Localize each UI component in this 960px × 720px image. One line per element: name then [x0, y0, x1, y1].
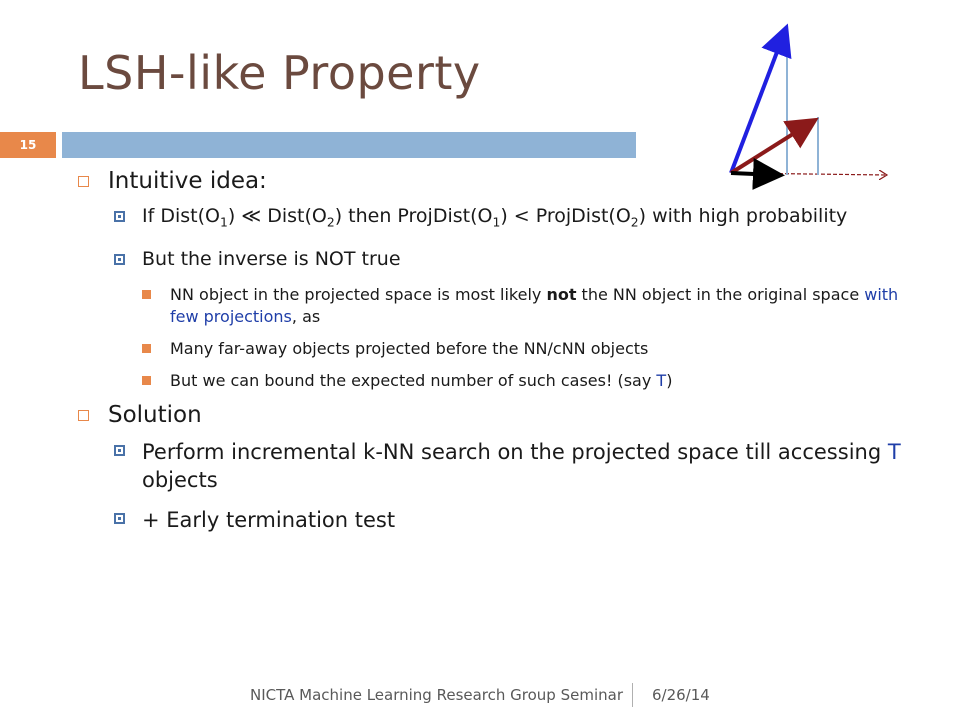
slide-content: [78, 168, 918, 546]
bullet-dist-condition: If $Dist(O_1)$ ≪ $Dist(O_2)$ then $ProjDist(O_1)$ < $ProjDist(O_2)$ with high probability: [114, 204, 918, 235]
bullet-perform-search: Perform incremental k-NN search on the projected space till accessing T objects: [114, 438, 918, 494]
title-underline-bar: [62, 132, 636, 158]
bullet-bound: But we can bound the expected number of such cases! (say T): [142, 370, 918, 392]
bullet-intuitive-idea: Intuitive idea:: [78, 168, 918, 194]
bullet-early-termination: + Early termination test: [114, 506, 918, 534]
square-bullet-icon: [114, 513, 125, 524]
projection-vector-diagram: [715, 15, 905, 190]
bullet-nn-object: NN object in the projected space is most likely not the NN object in the original space with few projections, as: [142, 284, 918, 328]
footer-date: 6/26/14: [652, 686, 710, 704]
square-bullet-icon: [114, 211, 125, 222]
filled-square-bullet-icon: [142, 344, 151, 353]
filled-square-bullet-icon: [142, 376, 151, 385]
vector-o2-blue: [731, 31, 785, 173]
filled-square-bullet-icon: [142, 290, 151, 299]
square-bullet-icon: [114, 254, 125, 265]
footer-seminar-name: NICTA Machine Learning Research Group Seminar: [250, 686, 623, 704]
bullet-inverse: But the inverse is NOT true: [114, 247, 918, 272]
square-bullet-icon: [114, 445, 125, 456]
footer-divider: [632, 683, 633, 707]
bullet-far-away: Many far-away objects projected before the NN/cNN objects: [142, 338, 918, 360]
slide-title: LSH-like Property: [78, 46, 481, 100]
bullet-solution: Solution: [78, 402, 918, 428]
vector-o1-red: [731, 122, 812, 173]
hollow-square-bullet-icon: [78, 176, 89, 187]
hollow-square-bullet-icon: [78, 410, 89, 421]
slide-number: 15: [0, 132, 56, 158]
